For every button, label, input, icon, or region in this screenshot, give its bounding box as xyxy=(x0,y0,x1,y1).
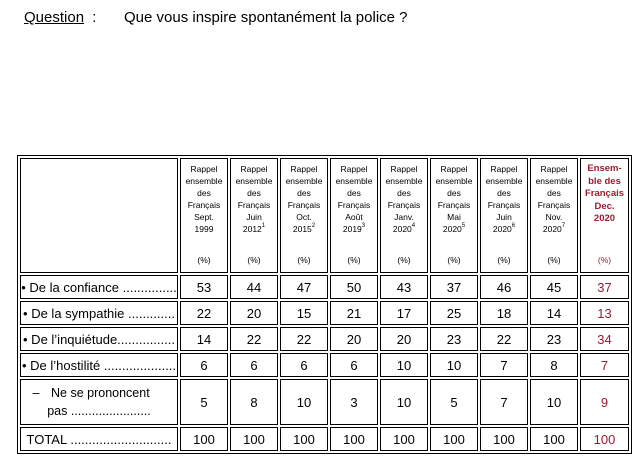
table-cell: 100 xyxy=(430,427,478,451)
table-cell-highlight: 37 xyxy=(580,275,629,299)
table-cell: 100 xyxy=(280,427,328,451)
table-cell: 17 xyxy=(380,301,428,325)
table-cell: 100 xyxy=(230,427,278,451)
table-row-sympathie xyxy=(20,301,629,325)
column-header-sept-1999: Rappel ensemble des Français Sept. 1999 (%) xyxy=(180,158,228,273)
table-cell: 7 xyxy=(480,379,528,425)
table-cell: 7 xyxy=(480,353,528,377)
table-cell: 3 xyxy=(330,379,378,425)
row-label: • De la sympathie ............. xyxy=(20,301,178,325)
table-cell: 22 xyxy=(280,327,328,351)
column-header-juin-2012: Rappel ensemble des Français Juin 2012$^1$ (%) xyxy=(230,158,278,273)
table-cell: 50 xyxy=(330,275,378,299)
question-header xyxy=(24,9,408,26)
table-row-nsp xyxy=(20,379,629,425)
question-label: Question xyxy=(24,9,85,26)
question-text: Que vous inspire spontanément la police ? xyxy=(124,9,408,26)
row-label: • De l’hostilité .................... xyxy=(20,353,178,377)
table-cell: 10 xyxy=(380,353,428,377)
nsp-line2: pas ....................... xyxy=(47,404,151,418)
table-row-confiance xyxy=(20,275,629,299)
table-cell: 20 xyxy=(330,327,378,351)
table-cell: 10 xyxy=(280,379,328,425)
table-cell: 14 xyxy=(530,301,578,325)
table-cell: 5 xyxy=(430,379,478,425)
table-cell: 10 xyxy=(380,379,428,425)
column-header-nov-2020: Rappel ensemble des Français Nov. 2020$^7$ (%) xyxy=(530,158,578,273)
row-label: • De l’inquiétude................ xyxy=(20,327,178,351)
table-cell: 45 xyxy=(530,275,578,299)
table-cell: 22 xyxy=(180,301,228,325)
table-row-inquietude xyxy=(20,327,629,351)
table-cell-highlight: 9 xyxy=(580,379,629,425)
table-cell: 10 xyxy=(430,353,478,377)
table-cell: 100 xyxy=(530,427,578,451)
column-header-mai-2020: Rappel ensemble des Français Mai 2020$^5$ (%) xyxy=(430,158,478,273)
table-header-row xyxy=(20,158,629,273)
table-cell: 100 xyxy=(330,427,378,451)
table-cell: 46 xyxy=(480,275,528,299)
row-label: • De la confiance ............... xyxy=(20,275,178,299)
column-header-juin-2020: Rappel ensemble des Français Juin 2020$^6$ (%) xyxy=(480,158,528,273)
table-cell: 8 xyxy=(530,353,578,377)
row-label-total: TOTAL ............................ xyxy=(20,427,178,451)
question-colon: : xyxy=(92,9,97,26)
table-cell: 20 xyxy=(230,301,278,325)
table-cell: 25 xyxy=(430,301,478,325)
table-cell: 100 xyxy=(480,427,528,451)
table-cell: 15 xyxy=(280,301,328,325)
table-cell: 6 xyxy=(230,353,278,377)
table-cell: 6 xyxy=(280,353,328,377)
table-cell: 6 xyxy=(330,353,378,377)
column-header-dec-2020: Ensem- ble des Français Dec. 2020 (%) xyxy=(580,158,629,273)
table-cell: 18 xyxy=(480,301,528,325)
table-cell: 8 xyxy=(230,379,278,425)
table-cell-highlight: 7 xyxy=(580,353,629,377)
nsp-dash: – xyxy=(32,386,40,400)
table-cell: 10 xyxy=(530,379,578,425)
column-header-aout-2019: Rappel ensemble des Français Août 2019$^3$ (%) xyxy=(330,158,378,273)
table-cell: 100 xyxy=(180,427,228,451)
table-cell: 5 xyxy=(180,379,228,425)
column-header-oct-2015: Rappel ensemble des Français Oct. 2015$^2$ (%) xyxy=(280,158,328,273)
table-cell-highlight: 100 xyxy=(580,427,629,451)
table-cell: 14 xyxy=(180,327,228,351)
table-cell: 20 xyxy=(380,327,428,351)
table-cell-highlight: 13 xyxy=(580,301,629,325)
table-cell: 6 xyxy=(180,353,228,377)
nsp-line1: Ne se prononcent xyxy=(51,386,150,400)
table-row-hostilite xyxy=(20,353,629,377)
table-cell: 23 xyxy=(430,327,478,351)
table-cell: 100 xyxy=(380,427,428,451)
table-cell: 47 xyxy=(280,275,328,299)
table-cell: 23 xyxy=(530,327,578,351)
table-cell: 22 xyxy=(480,327,528,351)
column-header-janv-2020: Rappel ensemble des Français Janv. 2020$^4$ (%) xyxy=(380,158,428,273)
row-label-nsp xyxy=(20,379,178,425)
table-cell: 53 xyxy=(180,275,228,299)
table-row-total xyxy=(20,427,629,451)
table-cell-highlight: 34 xyxy=(580,327,629,351)
table-cell: 43 xyxy=(380,275,428,299)
results-table xyxy=(17,155,632,454)
table-cell: 22 xyxy=(230,327,278,351)
table-cell: 37 xyxy=(430,275,478,299)
table-cell: 21 xyxy=(330,301,378,325)
table-cell: 44 xyxy=(230,275,278,299)
header-empty-cell xyxy=(20,158,178,273)
